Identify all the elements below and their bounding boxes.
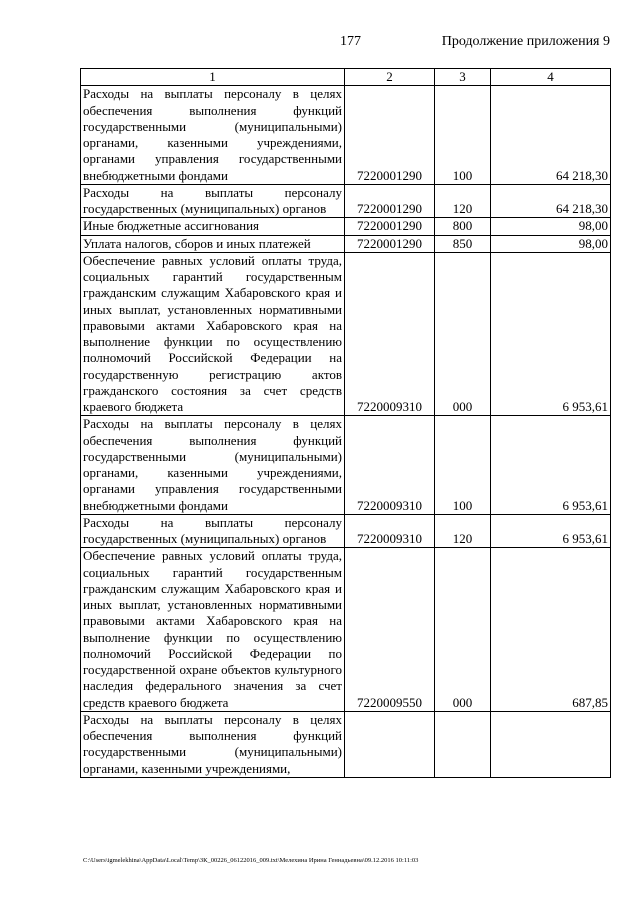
column-header-4: 4 [491, 69, 611, 86]
row-target-code: 7220009310 [345, 252, 435, 416]
row-amount: 98,00 [491, 235, 611, 252]
appendix-continuation-label: Продолжение приложения 9 [441, 34, 610, 49]
row-amount: 6 953,61 [491, 514, 611, 548]
row-amount: 6 953,61 [491, 252, 611, 416]
row-description: Расходы на выплаты персоналу в целях обеспечения выполнения функций государственными (муниципальными) органами, казенными учреждениями, органами управления государственными внебюджетными фондами [81, 86, 345, 185]
row-target-code: 7220009550 [345, 548, 435, 712]
table-row [81, 548, 611, 712]
row-amount [491, 711, 611, 777]
row-expense-type: 100 [435, 86, 491, 185]
row-amount: 6 953,61 [491, 416, 611, 515]
row-description: Уплата налогов, сборов и иных платежей [81, 235, 345, 252]
row-expense-type [435, 711, 491, 777]
row-expense-type: 850 [435, 235, 491, 252]
row-amount: 98,00 [491, 218, 611, 235]
row-target-code: 7220009310 [345, 416, 435, 515]
column-number-row [81, 69, 611, 86]
footer-file-path: C:\Users\igmelekhina\AppData\Local\Temp\ЗК_00226_06122016_009.txt\Мелехина Ирина Геннадьевна\09.12.2016 10:11:03 [83, 857, 419, 864]
row-target-code: 7220001290 [345, 218, 435, 235]
row-amount: 687,85 [491, 548, 611, 712]
row-target-code [345, 711, 435, 777]
row-description: Расходы на выплаты персоналу в целях обеспечения выполнения функций государственными (муниципальными) органами, казенными учреждениями, [81, 711, 345, 777]
table-row [81, 514, 611, 548]
row-target-code: 7220009310 [345, 514, 435, 548]
table-row [81, 235, 611, 252]
table-row [81, 218, 611, 235]
row-amount: 64 218,30 [491, 86, 611, 185]
row-expense-type: 100 [435, 416, 491, 515]
row-target-code: 7220001290 [345, 184, 435, 218]
row-expense-type: 000 [435, 548, 491, 712]
column-header-2: 2 [345, 69, 435, 86]
row-description: Расходы на выплаты персоналу государственных (муниципальных) органов [81, 184, 345, 218]
row-expense-type: 120 [435, 184, 491, 218]
table-row [81, 184, 611, 218]
row-expense-type: 120 [435, 514, 491, 548]
table-row [81, 416, 611, 515]
row-target-code: 7220001290 [345, 86, 435, 185]
row-description: Обеспечение равных условий оплаты труда, социальных гарантий государственным гражданским служащим Хабаровского края и иных выплат, установленных нормативными правовыми актами Хабаровского края на выполнение функции по осуществлению полномочий Российской Федерации на государственную регистрацию актов гражданского состояния за счет средств краевого бюджета [81, 252, 345, 416]
table-row [81, 252, 611, 416]
page-number: 177 [340, 34, 361, 49]
row-amount: 64 218,30 [491, 184, 611, 218]
column-header-3: 3 [435, 69, 491, 86]
budget-table [80, 68, 611, 778]
row-target-code: 7220001290 [345, 235, 435, 252]
row-description: Расходы на выплаты персоналу государственных (муниципальных) органов [81, 514, 345, 548]
row-description: Обеспечение равных условий оплаты труда, социальных гарантий государственным гражданским служащим Хабаровского края и иных выплат, установленных нормативными правовыми актами Хабаровского края на выполнение функции по осуществлению полномочий Российской Федерации по государственной охране объектов культурного наследия федерального значения за счет средств краевого бюджета [81, 548, 345, 712]
table-row [81, 86, 611, 185]
row-expense-type: 000 [435, 252, 491, 416]
row-description: Иные бюджетные ассигнования [81, 218, 345, 235]
row-expense-type: 800 [435, 218, 491, 235]
table-row [81, 711, 611, 777]
row-description: Расходы на выплаты персоналу в целях обеспечения выполнения функций государственными (муниципальными) органами, казенными учреждениями, органами управления государственными внебюджетными фондами [81, 416, 345, 515]
column-header-1: 1 [81, 69, 345, 86]
